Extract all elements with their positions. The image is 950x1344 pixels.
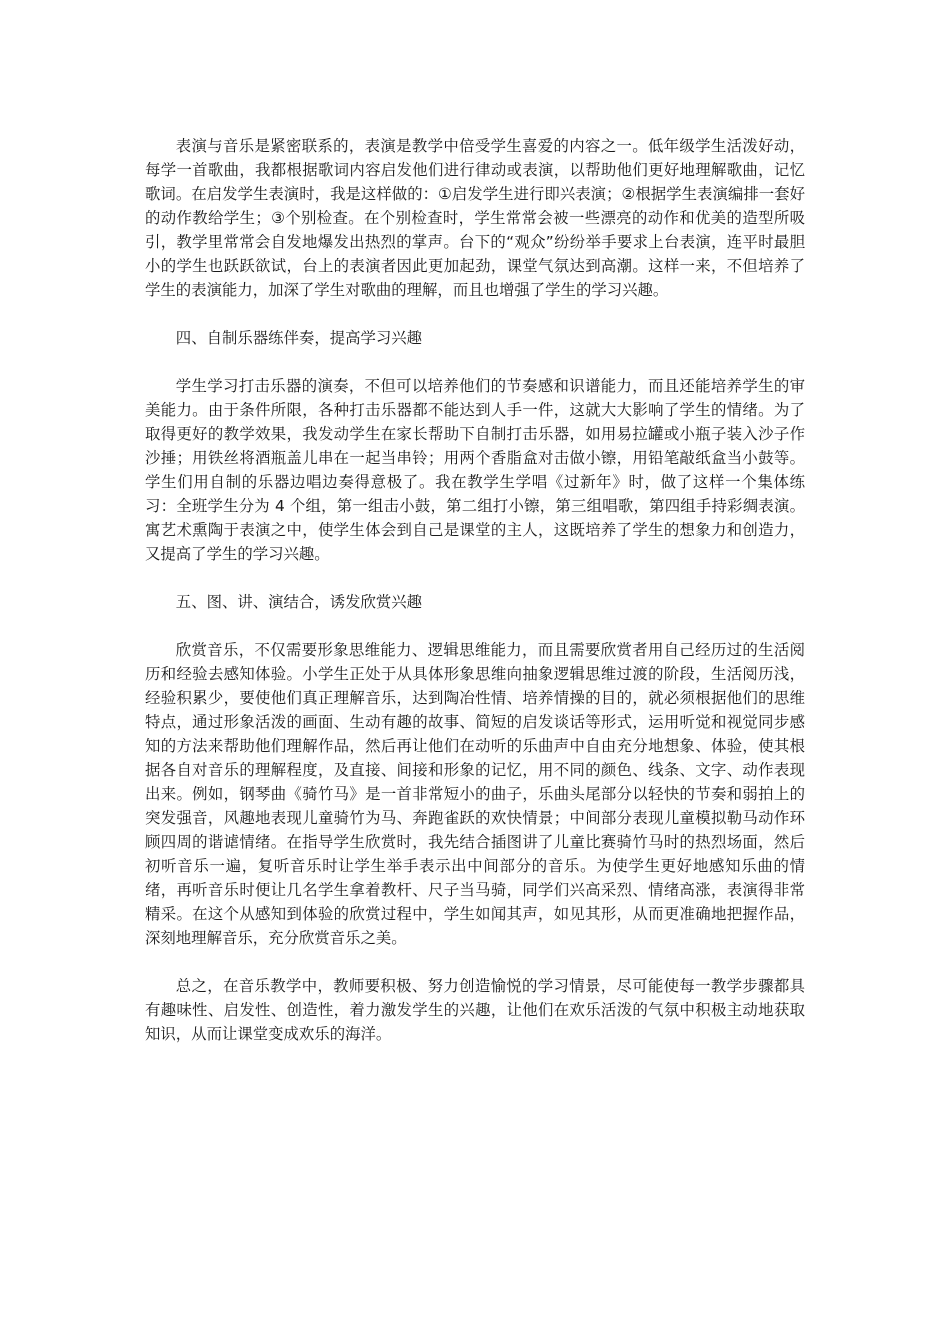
paragraph-instruments: 学生学习打击乐器的演奏，不但可以培养他们的节奏感和识谱能力，而且还能培养学生的审美能力。由于条件所限，各种打击乐器都不能达到人手一件，这就大大影响了学生的情绪。为了取得更好的教学效果，我发动学生在家长帮助下自制打击乐器，如用易拉罐或小瓶子装入沙子作沙捶；用铁丝将酒瓶盖儿串在一起当串铃；用两个香脂盒对击做小镲，用铅笔敲纸盒当小鼓等。学生们用自制的乐器边唱边奏得意极了。我在教学生学唱《过新年》时，做了这样一个集体练习：全班学生分为 4 个组，第一组击小鼓，第二组打小镲，第三组唱歌，第四组手持彩绸表演。寓艺术熏陶于表演之中，使学生体会到自己是课堂的主人，这既培养了学生的想象力和创造力，又提高了学生的学习兴趣。 bbox=[145, 377, 805, 563]
paragraph-performance: 表演与音乐是紧密联系的，表演是教学中倍受学生喜爱的内容之一。低年级学生活泼好动，每学一首歌曲，我都根据歌词内容启发他们进行律动或表演，以帮助他们更好地理解歌曲，记忆歌词。在启发学生表演时，我是这样做的：①启发学生进行即兴表演；②根据学生表演编排一套好的动作教给学生；③个别检查。在个别检查时，学生常常会被一些漂亮的动作和优美的造型所吸引，教学里常常会自发地爆发出热烈的掌声。台下的“观众”纷纷举手要求上台表演，连平时最胆小的学生也跃跃欲试，台上的表演者因此更加起劲，课堂气氛达到高潮。这样一来，不但培养了学生的表演能力，加深了学生对歌曲的理解，而且也增强了学生的学习兴趣。 bbox=[145, 137, 805, 299]
paragraph-appreciation: 欣赏音乐，不仅需要形象思维能力、逻辑思维能力，而且需要欣赏者用自己经历过的生活阅历和经验去感知体验。小学生正处于从具体形象思维向抽象逻辑思维过渡的阶段，生活阅历浅，经验积累少，要使他们真正理解音乐，达到陶冶性情、培养情操的目的，就必须根据他们的思维特点，通过形象活泼的画面、生动有趣的故事、简短的启发谈话等形式，运用听觉和视觉同步感知的方法来帮助他们理解作品，然后再让他们在动听的乐曲声中自由充分地想象、体验，使其根据各自对音乐的理解程度，及直接、间接和形象的记忆，用不同的颜色、线条、文字、动作表现出来。例如，钢琴曲《骑竹马》是一首非常短小的曲子，乐曲头尾部分以轻快的节奏和弱拍上的突发强音，风趣地表现儿童骑竹为马、奔跑雀跃的欢快情景；中间部分表现儿童模拟勒马动作环顾四周的谐谑情绪。在指导学生欣赏时，我先结合插图讲了儿童比赛骑竹马时的热烈场面，然后初听音乐一遍，复听音乐时让学生举手表示出中间部分的音乐。为使学生更好地感知乐曲的情绪，再听音乐时便让几名学生拿着教杆、尺子当马骑，同学们兴高采烈、情绪高涨，表演得非常精采。在这个从感知到体验的欣赏过程中，学生如闻其声，如见其形，从而更准确地把握作品，深刻地理解音乐，充分欣赏音乐之美。 bbox=[145, 641, 805, 947]
section-heading-5: 五、图、讲、演结合，诱发欣赏兴趣 bbox=[175, 593, 423, 611]
section-heading-4: 四、自制乐器练伴奏，提高学习兴趣 bbox=[175, 329, 423, 347]
document-body bbox=[145, 134, 805, 1070]
paragraph-conclusion: 总之，在音乐教学中，教师要积极、努力创造愉悦的学习情景，尽可能使每一教学步骤都具有趣味性、启发性、创造性，着力激发学生的兴趣，让他们在欢乐活泼的气氛中积极主动地获取知识，从而让课堂变成欢乐的海洋。 bbox=[145, 977, 805, 1043]
